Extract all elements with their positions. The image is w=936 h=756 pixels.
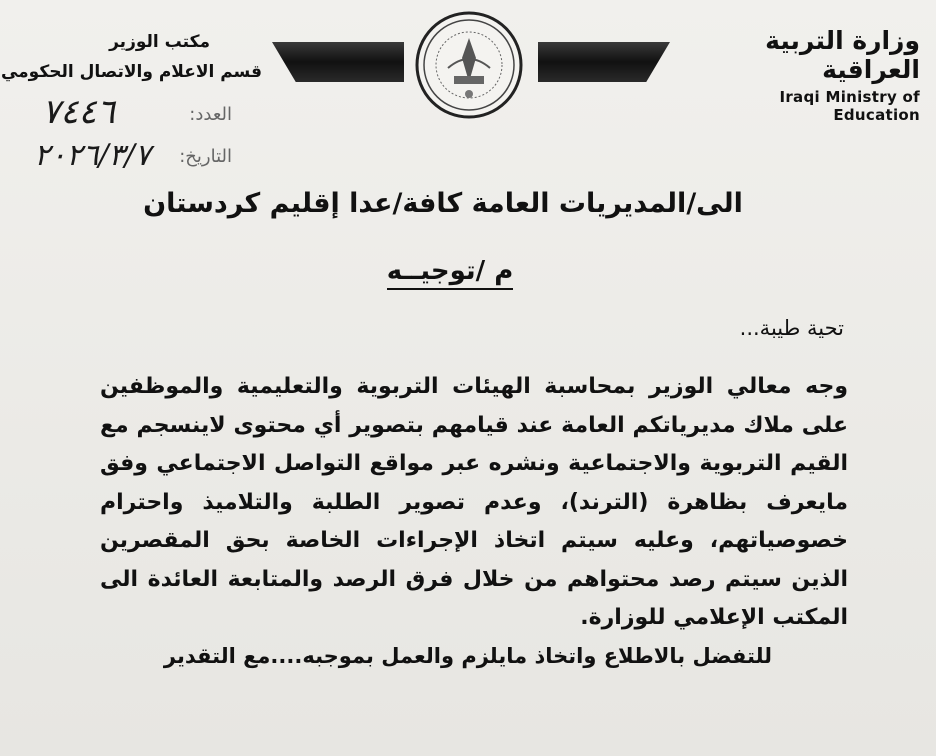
reference-number-value: ٧٤٤٦ (42, 92, 116, 132)
ministry-seal-icon (414, 10, 524, 120)
reference-number-label: العدد: (189, 104, 232, 125)
reference-date-row (30, 134, 250, 176)
office-block (0, 32, 262, 82)
header-bar-left (272, 42, 404, 82)
header-bar-right (538, 42, 670, 82)
reference-date-label: التاريخ: (179, 146, 232, 167)
ministry-name-block (700, 26, 920, 124)
closing-line: للتفضل بالاطلاع واتخاذ مايلزم والعمل بموجبه....مع التقدير (163, 644, 773, 668)
reference-number-row (30, 92, 250, 134)
office-department: قسم الاعلام والاتصال الحكومي (0, 62, 262, 82)
subject-text: م /توجيــه (387, 256, 514, 290)
greeting-line: تحية طيبة... (739, 316, 844, 340)
office-title: مكتب الوزير (109, 32, 210, 52)
recipient-line: الى/المديريات العامة كافة/عدا إقليم كردستان (143, 188, 743, 219)
reference-date-value: ٢٠٢٦/٣/٧ (34, 138, 151, 173)
letter-body: وجه معالي الوزير بمحاسبة الهيئات التربوية والتعليمية والموظفين على ملاك مديرياتكم العامة عند قيامهم بتصوير أي محتوى لاينسجم مع القيم التربوية والاجتماعية ونشره عبر مواقع التواصل الاجتماعي وفق مايعرف بظاهرة (الترند)، وعدم تصوير الطلبة والتلاميذ واحترام خصوصياتهم، وعليه سيتم اتخاذ الإجراءات الخاصة بحق المقصرين الذين سيتم رصد محتواهم من خلال فرق الرصد والمتابعة العائدة الى المكتب الإعلامي للوزارة. (100, 374, 848, 630)
ministry-name-arabic: وزارة التربية العراقية (765, 26, 920, 84)
subject-line (360, 256, 540, 290)
ministry-name-english: Iraqi Ministry of Education (779, 88, 920, 124)
reference-block (30, 92, 250, 176)
